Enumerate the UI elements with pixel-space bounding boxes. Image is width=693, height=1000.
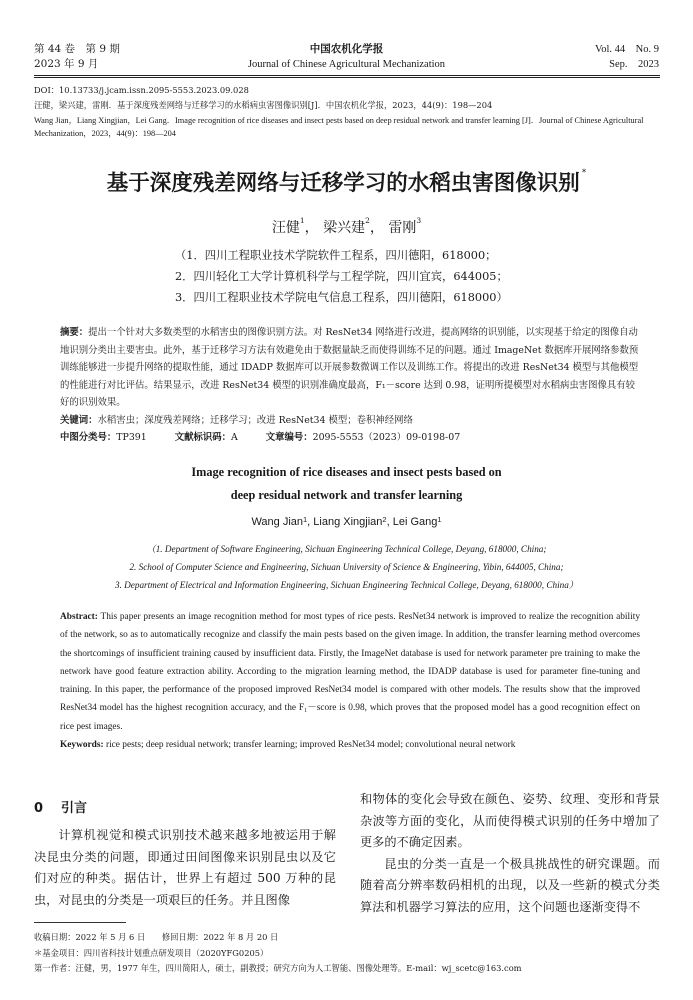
title-en-line2: deep residual network and transfer learning <box>230 488 463 502</box>
section-title: 引言 <box>61 801 88 816</box>
header-journal-name-en: Journal of Chinese Agricultural Mechanization <box>247 59 446 70</box>
keywords-en-text: rice pests; deep residual network; transfer learning; improved ResNet34 model; convolutional neural network <box>105 740 516 751</box>
footnote-rule <box>34 922 126 923</box>
author-sup: 1 <box>299 216 305 225</box>
header-journal-name-zh: 中国农机化学报 <box>309 43 384 55</box>
article-no-value: 2095-5553（2023）09-0198-07 <box>312 432 461 443</box>
title-zh-text: 基于深度残差网络与迁移学习的水稻虫害图像识别 <box>106 171 580 196</box>
affiliation-en-3: 3. Department of Electrical and Information Engineering, Sichuan Engineering Technical College, Deyang, 618000, China） <box>114 580 579 590</box>
section-heading <box>34 797 87 816</box>
clc-label: 中图分类号： <box>60 432 117 443</box>
author-zh: 雷刚 <box>388 220 417 236</box>
abstract-zh-label: 摘要： <box>60 327 89 338</box>
intro-paragraph-1: 计算机视觉和模式识别技术越来越多地被运用于解决昆虫分类的问题，即通过田间图像来识别昆虫以及它们对应的种类。据估计，世界上有超过 500 万种的昆虫，对昆虫的分类是一项艰巨的任务。并且图像 <box>34 828 336 907</box>
author-sup: 3 <box>416 216 422 225</box>
author-en: Lei Gang <box>392 516 438 528</box>
keywords-zh-label: 关键词： <box>60 414 98 426</box>
author-sup: 2 <box>382 515 387 524</box>
footnote-dates: 收稿日期：2022 年 5 月 6 日 修回日期：2022 年 8 月 20 日 <box>34 932 279 942</box>
title-fund-mark: * <box>581 168 587 178</box>
header-date: 2023 年 9 月 <box>34 58 99 70</box>
keywords-zh <box>60 412 640 430</box>
header-volume-issue: 第 44 卷 第 9 期 <box>34 43 120 55</box>
abstract-en-block <box>60 608 640 754</box>
header-rule-top <box>34 75 660 76</box>
author-en: Liang Xingjian <box>313 516 383 528</box>
doc-code-value: A <box>230 432 238 443</box>
affiliation-zh-1: （1．四川工程职业技术学院软件工程系，四川德阳，618000； <box>175 249 497 262</box>
author-zh: 汪健 <box>271 220 300 236</box>
doc-code-label: 文献标识码： <box>174 432 231 443</box>
footnote-author: 第一作者：汪健，男，1977 年生，四川简阳人，硕士，副教授；研究方向为人工智能、图像处理等。E-mail：wj_scetc@163.com <box>34 963 522 973</box>
paper-title-en <box>0 461 693 507</box>
author-list-en: Wang Jian$^1$, Liang Xingjian$^2$, Lei Gang$^1$ <box>251 515 442 528</box>
affiliation-zh-2: 2．四川轻化工大学计算机科学与工程学院，四川宜宾，644005； <box>175 270 508 283</box>
left-column <box>34 825 336 911</box>
affiliation-zh-3: 3．四川工程职业技术学院电气信息工程系，四川德阳，618000） <box>175 291 508 304</box>
right-column <box>360 789 660 918</box>
intro-paragraph-1-cont: 和物体的变化会导致在颜色、姿势、纹理、变形和背景杂波等方面的变化，从而使得模式识别的任务中增加了更多的不确定因素。 <box>360 792 660 849</box>
keywords-en-label: Keywords: <box>60 740 104 751</box>
author-sup: 2 <box>365 216 370 225</box>
author-en: Wang Jian <box>251 516 303 528</box>
abstract-zh-block <box>60 324 640 447</box>
doi-line: DOI：10.13733/j.jcam.issn.2095-5553.2023.09.028 <box>34 85 249 95</box>
abstract-en-text: This paper presents an image recognition method for most types of rice pests. ResNet34 network is improved to realize the recognition ability of the network, so as to automatically recognize and classify the main pests based on the given image. In addition, the transfer learning method overcomes the shortcomings of insufficient training caused by insufficient data. Firstly, the ImageNet database is used for network parameter pre training to make the network have good feature extraction ability. According to the migration learning method, the IDADP database is used for parameter fine-tuning and training. In this paper, the performance of the proposed improved ResNet34 model is compared with other models. The results show that the improved ResNet34 model has the highest recognition accuracy, and the F₁－score is 0.98, which proves that the proposed model has a good recognition effect on rice pest images. <box>60 612 640 732</box>
affiliations-zh <box>175 245 508 308</box>
header-vol-no: Vol. 44 No. 9 <box>595 44 659 55</box>
footnote-fund: ＊基金项目：四川省科技计划重点研发项目（2020YFG0205） <box>34 947 269 958</box>
classification-zh <box>60 429 640 447</box>
keywords-zh-text: 水稻害虫；深度残差网络；迁移学习；改进 ResNet34 模型；卷积神经网络 <box>97 414 413 426</box>
keywords-en <box>60 736 640 754</box>
abstract-en <box>60 608 640 736</box>
article-no-label: 文章编号： <box>265 432 313 443</box>
title-en-line1: Image recognition of rice diseases and insect pests based on <box>191 465 502 479</box>
affiliation-en-2: 2. School of Computer Science and Engineering, Sichuan University of Science & Engineering, Yibin, 644005, China; <box>129 562 564 572</box>
header-rule-bottom <box>34 77 660 78</box>
abstract-zh <box>60 324 640 412</box>
section-number: 0 <box>34 801 44 816</box>
author-list-zh: 汪健$^1$， 梁兴建$^2$， 雷刚$^3$ <box>271 216 422 236</box>
author-zh: 梁兴建 <box>323 220 366 236</box>
author-sup: 1 <box>303 515 308 524</box>
abstract-zh-text: 提出一个针对大多数类型的水稻害虫的图像识别方法。对 ResNet34 网络进行改进，提高网络的识别能，以实现基于给定的图像自动地识别分类出主要害虫。此外，基于迁移学习方法有效避免由于数据量缺乏而使得训练不足的问题。通过 ImageNet 数据库开展网络参数预训练能够进一步提升网络的提取性能，通过 IDADP 数据库可以开展参数微调工作以及训练工作。将提出的改进 ResNet34 模型与其他模型的性能进行对比评估。结果显示，改进 ResNet34 模型的识别准确度最高，F₁－score 达到 0.98，证明所提模型对水稻病虫害图像具有较好的识别效果。 <box>60 327 639 408</box>
affiliation-en-1: （1. Department of Software Engineering, Sichuan Engineering Technical College, Deyang, 618000, China; <box>146 544 547 554</box>
paper-title-zh <box>0 166 693 197</box>
author-sup: 1 <box>437 515 442 524</box>
abstract-en-label: Abstract: <box>60 612 98 622</box>
citation-zh: 汪健，梁兴建，雷刚．基于深度残差网络与迁移学习的水稻病虫害图像识别[J]．中国农机化学报，2023，44(9)：198—204 <box>34 100 493 110</box>
header-month-year: Sep. 2023 <box>609 59 659 70</box>
intro-paragraph-2: 昆虫的分类一直是一个极具挑战性的研究课题。而随着高分辨率数码相机的出现，以及一些新的模式分类算法和机器学习算法的应用，这个问题也逐渐变得不 <box>360 856 660 914</box>
clc-value: TP391 <box>116 432 147 443</box>
citation-en: Wang Jian，Liang Xingjian，Lei Gang．Image recognition of rice diseases and insect pests based on deep residual network and transfer learning [J]．Journal of Chinese Agricultural Mechanization，2023，44(9)：198—204 <box>34 116 644 138</box>
footnotes <box>34 930 674 977</box>
affiliations-en <box>0 540 693 594</box>
